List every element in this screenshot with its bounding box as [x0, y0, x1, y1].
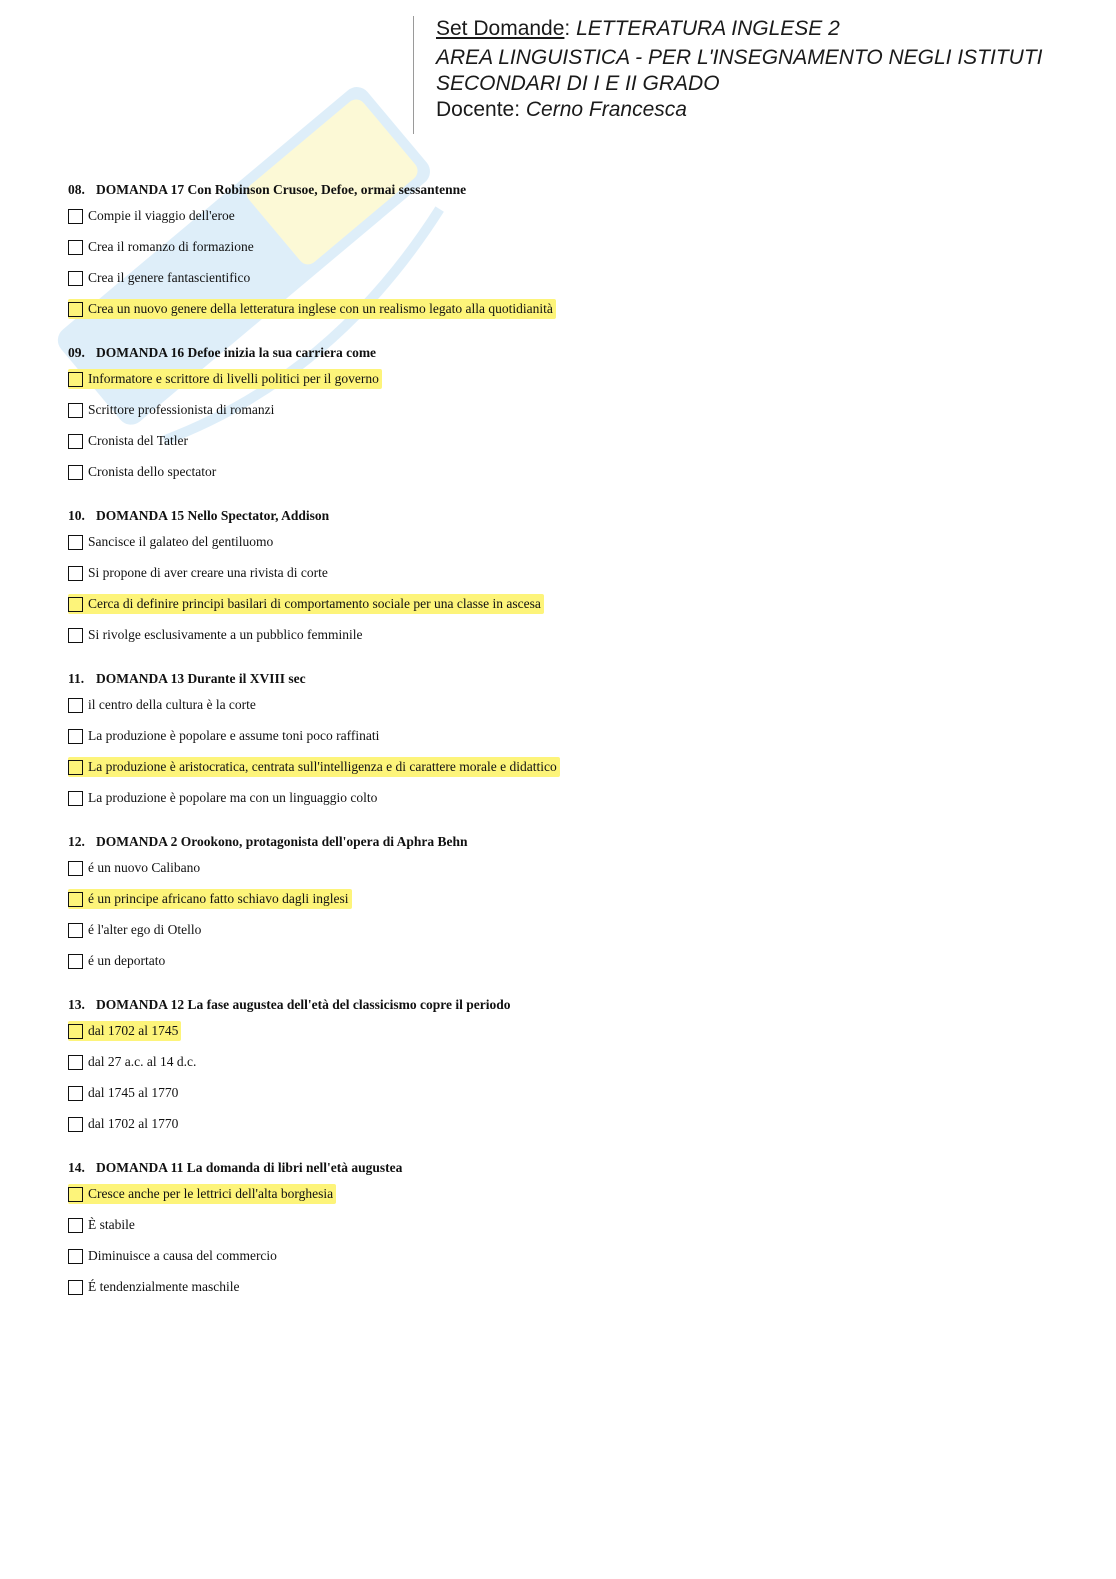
question-block [68, 995, 1068, 1158]
question-number: 11. [68, 671, 85, 686]
answer-option-label: é un deportato [88, 953, 166, 968]
question-spacer [68, 984, 1068, 995]
checkbox[interactable] [68, 566, 83, 581]
question-text: DOMANDA 2 Orookono, protagonista dell'opera di Aphra Behn [96, 834, 468, 849]
question-text: DOMANDA 16 Defoe inizia la sua carriera come [96, 345, 377, 360]
answer-option-body [68, 1083, 181, 1103]
course-line [436, 16, 1096, 42]
answer-option-body [68, 625, 365, 645]
answer-option[interactable] [68, 922, 1068, 953]
checkbox[interactable] [68, 861, 83, 876]
answer-option-label: Crea un nuovo genere della letteratura inglese con un realismo legato alla quotidianità [88, 301, 553, 316]
answer-option-label: Sancisce il galateo del gentiluomo [88, 534, 274, 549]
answer-option-body [68, 1021, 181, 1041]
question-number: 09. [68, 345, 85, 360]
answer-option-body [68, 695, 259, 715]
answer-option-body [68, 206, 238, 226]
checkbox[interactable] [68, 1280, 83, 1295]
answer-option-highlighted[interactable] [68, 759, 1068, 790]
question-title [68, 180, 1068, 200]
answer-option[interactable] [68, 534, 1068, 565]
answer-option-body [68, 889, 352, 909]
answer-option[interactable] [68, 464, 1068, 495]
question-title [68, 506, 1068, 526]
answer-option-label: Informatore e scrittore di livelli politici per il governo [88, 371, 379, 386]
answer-option-body [68, 858, 203, 878]
checkbox[interactable] [68, 302, 83, 317]
question-text: DOMANDA 12 La fase augustea dell'età del classicismo copre il periodo [96, 997, 511, 1012]
answer-option-label: Compie il viaggio dell'eroe [88, 208, 235, 223]
answer-option-body [68, 1277, 242, 1297]
answer-option-highlighted[interactable] [68, 891, 1068, 922]
answer-option[interactable] [68, 239, 1068, 270]
answer-option-label: La produzione è popolare e assume toni poco raffinati [88, 728, 380, 743]
checkbox[interactable] [68, 597, 83, 612]
answer-option[interactable] [68, 953, 1068, 984]
question-text: DOMANDA 17 Con Robinson Crusoe, Defoe, ormai sessantenne [96, 182, 467, 197]
question-number: 14. [68, 1160, 85, 1175]
question-spacer [68, 332, 1068, 343]
answer-option-label: é l'alter ego di Otello [88, 922, 202, 937]
question-block [68, 832, 1068, 995]
answer-option[interactable] [68, 1054, 1068, 1085]
question-number: 13. [68, 997, 85, 1012]
answer-option-body [68, 788, 380, 808]
checkbox[interactable] [68, 760, 83, 775]
answer-option[interactable] [68, 1217, 1068, 1248]
answer-option-highlighted[interactable] [68, 301, 1068, 332]
answer-option-body [68, 594, 544, 614]
question-block [68, 180, 1068, 343]
checkbox[interactable] [68, 954, 83, 969]
checkbox[interactable] [68, 791, 83, 806]
answer-option-body [68, 462, 219, 482]
question-title [68, 995, 1068, 1015]
answer-option-body [68, 1114, 181, 1134]
checkbox[interactable] [68, 892, 83, 907]
answer-option[interactable] [68, 402, 1068, 433]
checkbox[interactable] [68, 628, 83, 643]
document-header [436, 16, 1096, 123]
question-title [68, 832, 1068, 852]
question-block [68, 1158, 1068, 1321]
answer-option-body [68, 400, 277, 420]
answer-option-label: Cronista dello spectator [88, 464, 217, 479]
answer-option[interactable] [68, 728, 1068, 759]
answer-option-highlighted[interactable] [68, 371, 1068, 402]
checkbox[interactable] [68, 271, 83, 286]
answer-option-label: Scrittore professionista di romanzi [88, 402, 275, 417]
question-number: 08. [68, 182, 85, 197]
answer-option-highlighted[interactable] [68, 1023, 1068, 1054]
checkbox[interactable] [68, 1187, 83, 1202]
checkbox[interactable] [68, 923, 83, 938]
answer-option-label: Cresce anche per le lettrici dell'alta borghesia [88, 1186, 334, 1201]
checkbox[interactable] [68, 1055, 83, 1070]
answer-option[interactable] [68, 270, 1068, 301]
checkbox[interactable] [68, 372, 83, 387]
answer-option-label: Crea il genere fantascientifico [88, 270, 251, 285]
question-number: 12. [68, 834, 85, 849]
answer-option-body [68, 951, 168, 971]
answer-option-body [68, 369, 382, 389]
checkbox[interactable] [68, 1218, 83, 1233]
course-name: LETTERATURA INGLESE 2 [576, 17, 840, 40]
question-text: DOMANDA 13 Durante il XVIII sec [96, 671, 306, 686]
answer-option[interactable] [68, 697, 1068, 728]
answer-option-body [68, 1215, 138, 1235]
checkbox[interactable] [68, 729, 83, 744]
answer-option[interactable] [68, 1248, 1068, 1279]
answer-option-body [68, 431, 191, 451]
question-title [68, 669, 1068, 689]
question-text: DOMANDA 15 Nello Spectator, Addison [96, 508, 330, 523]
answer-option-label: il centro della cultura è la corte [88, 697, 256, 712]
checkbox[interactable] [68, 434, 83, 449]
checkbox[interactable] [68, 465, 83, 480]
answer-option[interactable] [68, 565, 1068, 596]
answer-option-body [68, 268, 253, 288]
header-divider [413, 16, 414, 134]
answer-option[interactable] [68, 1116, 1068, 1147]
answer-option-label: É tendenzialmente maschile [88, 1279, 240, 1294]
answer-option-highlighted[interactable] [68, 1186, 1068, 1217]
answer-option[interactable] [68, 208, 1068, 239]
answer-option-label: Crea il romanzo di formazione [88, 239, 254, 254]
answer-option-label: Cerca di definire principi basilari di comportamento sociale per una classe in ascesa [88, 596, 541, 611]
question-block [68, 506, 1068, 669]
answer-option-body [68, 563, 331, 583]
answer-option-body [68, 1184, 336, 1204]
answer-option-label: é un principe africano fatto schiavo dagli inglesi [88, 891, 349, 906]
question-title [68, 343, 1068, 363]
answer-option-body [68, 1246, 280, 1266]
answer-option-body [68, 920, 204, 940]
checkbox[interactable] [68, 535, 83, 550]
answer-option-body [68, 726, 382, 746]
checkbox[interactable] [68, 698, 83, 713]
answer-option-label: È stabile [88, 1217, 135, 1232]
question-list [68, 180, 1068, 1321]
docente-label: Docente: [436, 98, 526, 121]
question-number: 10. [68, 508, 85, 523]
answer-option-label: La produzione è popolare ma con un linguaggio colto [88, 790, 378, 805]
question-spacer [68, 821, 1068, 832]
question-title [68, 1158, 1068, 1178]
question-spacer [68, 1310, 1068, 1321]
docente-line [436, 97, 1096, 123]
question-text: DOMANDA 11 La domanda di libri nell'età augustea [96, 1160, 403, 1175]
answer-option-body [68, 299, 556, 319]
set-label: Set Domande [436, 17, 565, 40]
answer-option-body [68, 532, 276, 552]
question-block [68, 343, 1068, 506]
area-line-2: SECONDARI DI I E II GRADO [436, 72, 720, 95]
answer-option-label: Diminuisce a causa del commercio [88, 1248, 277, 1263]
answer-option-label: dal 1702 al 1745 [88, 1023, 179, 1038]
answer-option[interactable] [68, 790, 1068, 821]
checkbox[interactable] [68, 240, 83, 255]
answer-option-label: La produzione è aristocratica, centrata sull'intelligenza e di carattere morale e didattico [88, 759, 557, 774]
answer-option-highlighted[interactable] [68, 596, 1068, 627]
docente-name: Cerno Francesca [525, 98, 687, 121]
answer-option[interactable] [68, 1279, 1068, 1310]
answer-option[interactable] [68, 433, 1068, 464]
checkbox[interactable] [68, 1117, 83, 1132]
area-line-1: AREA LINGUISTICA - PER L'INSEGNAMENTO NEGLI ISTITUTI [436, 46, 1043, 69]
answer-option-label: dal 1702 al 1770 [88, 1116, 179, 1131]
answer-option-body [68, 1052, 199, 1072]
question-spacer [68, 495, 1068, 506]
question-block [68, 669, 1068, 832]
answer-option-label: Si propone di aver creare una rivista di corte [88, 565, 328, 580]
answer-option-label: Cronista del Tatler [88, 433, 189, 448]
question-spacer [68, 658, 1068, 669]
answer-option-label: Si rivolge esclusivamente a un pubblico femminile [88, 627, 363, 642]
answer-option-label: é un nuovo Calibano [88, 860, 201, 875]
answer-option[interactable] [68, 860, 1068, 891]
checkbox[interactable] [68, 1086, 83, 1101]
checkbox[interactable] [68, 1249, 83, 1264]
set-separator: : [564, 17, 577, 40]
answer-option[interactable] [68, 627, 1068, 658]
answer-option-body [68, 757, 560, 777]
answer-option-label: dal 1745 al 1770 [88, 1085, 179, 1100]
checkbox[interactable] [68, 403, 83, 418]
answer-option-body [68, 237, 257, 257]
checkbox[interactable] [68, 1024, 83, 1039]
answer-option-label: dal 27 a.c. al 14 d.c. [88, 1054, 197, 1069]
answer-option[interactable] [68, 1085, 1068, 1116]
checkbox[interactable] [68, 209, 83, 224]
question-spacer [68, 1147, 1068, 1158]
